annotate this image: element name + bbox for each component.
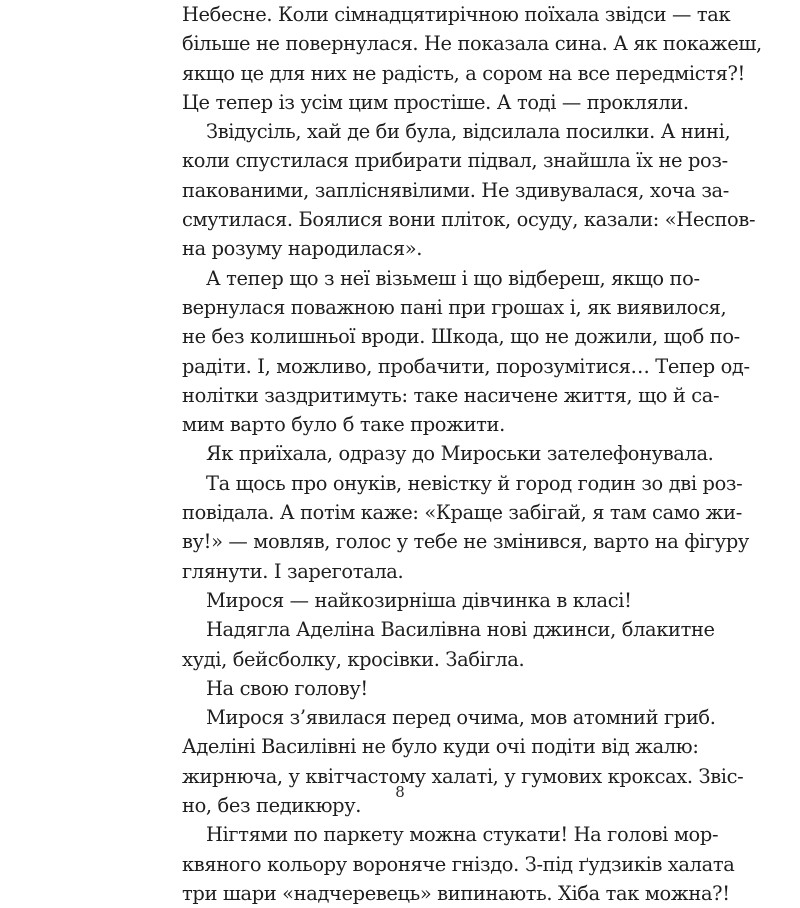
text-line: ву!» — мовляв, голос у тебе не змінився, варто на фігуру <box>182 530 749 554</box>
text-line: якщо це для них не радість, а сором на все передмістя?! <box>182 61 745 85</box>
text-line: Надягла Аделіна Василівна нові джинси, блакитне <box>206 618 715 642</box>
text-line: худі, бейсболку, кросівки. Забігла. <box>182 647 525 671</box>
text-line: А тепер що з неї візьмеш і що відбереш, якщо по- <box>206 266 700 290</box>
text-line: квяного кольору вороняче гніздо. З-під ґудзиків халата <box>182 852 735 876</box>
text-line: Небесне. Коли сімнадцятирічною поїхала звідси — так <box>182 3 731 26</box>
text-line: На свою голову! <box>206 676 368 700</box>
text-line: но, без педикюру. <box>182 794 362 818</box>
text-line: більше не повернулася. Не показала сина. А як покажеш, <box>182 32 762 56</box>
text-line: Це тепер із усім цим простіше. А тоді — прокляли. <box>182 90 689 114</box>
text-line: не без колишньої вроди. Шкода, що не дожили, щоб по- <box>182 325 740 349</box>
text-line: глянути. І зареготала. <box>182 559 404 583</box>
text-line: коли спустилася прибирати підвал, знайшла їх не роз- <box>182 149 728 173</box>
text-line: смутилася. Боялися вони пліток, осуду, казали: «Неспов- <box>182 208 756 232</box>
text-line: повідала. А потім каже: «Краще забігай, я там само жи- <box>182 501 742 525</box>
text-line: нолітки заздритимуть: таке насичене життя, що й са- <box>182 383 720 407</box>
text-line: мим варто було б таке прожити. <box>182 413 505 437</box>
text-line: Мирося — найкозирніша дівчинка в класі! <box>206 588 632 612</box>
text-line: Нігтями по паркету можна стукати! На голові мор- <box>206 823 719 847</box>
text-line: жирнюча, у квітчастому халаті, у гумових кроксах. Звіс- <box>182 764 744 788</box>
text-line: Звідусіль, хай де би була, відсилала посилки. А нині, <box>206 120 731 144</box>
text-line: радіти. І, можливо, пробачити, порозумітися… Тепер од- <box>182 354 750 378</box>
text-line: на розуму народилася». <box>182 237 423 261</box>
text-line: Мирося з’явилася перед очима, мов атомний гриб. <box>206 706 716 730</box>
body-text <box>182 0 762 908</box>
text-line: пакованими, запліснявілими. Не здивувалася, хоча за- <box>182 178 729 202</box>
text-line: вернулася поважною пані при грошах і, як виявилося, <box>182 295 727 319</box>
text-line: Як приїхала, одразу до Мироськи зателефонувала. <box>206 442 714 466</box>
text-line: три шари «надчеревець» випинають. Хіба так можна?! <box>182 881 730 905</box>
text-line: Аделіні Василівні не було куди очі подіти від жалю: <box>182 735 699 759</box>
page-number: 8 <box>395 783 405 801</box>
text-line: Та щось про онуків, невістку й город годин зо дві роз- <box>206 471 743 495</box>
